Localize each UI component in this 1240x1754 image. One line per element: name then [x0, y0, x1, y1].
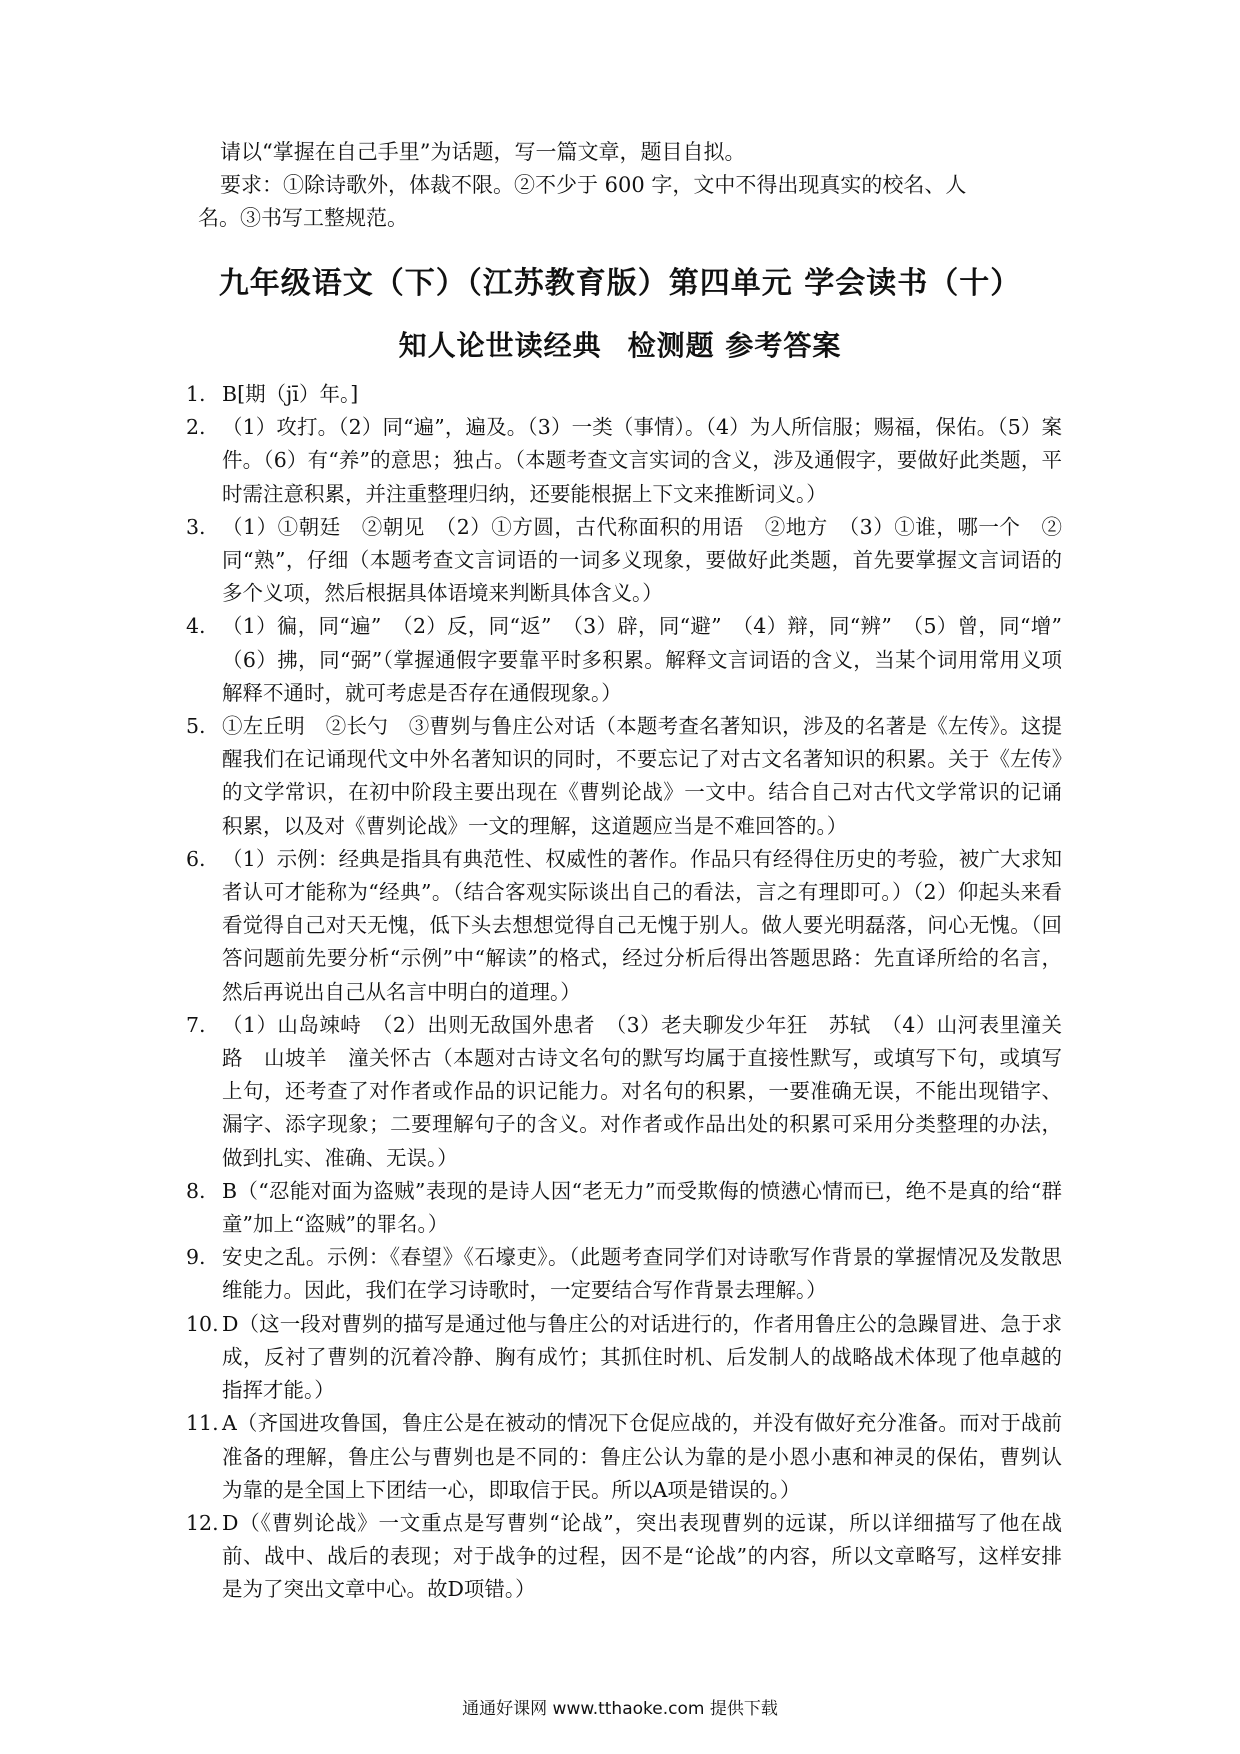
answer-item-11: [186, 1407, 1062, 1507]
answer-number: 4.: [186, 614, 206, 639]
answer-number: 9.: [186, 1245, 206, 1270]
subtitle-part-1: 知人论世读经典: [398, 329, 602, 362]
answer-item-1: [186, 378, 1062, 411]
answer-list: [186, 378, 1083, 1607]
answer-text: B[期（jī）年。]: [222, 382, 359, 406]
answer-text: （1）徧，同“遍” （2）反，同“返” （3）辟，同“避” （4）辩，同“辨” （5）曾，同“增” （6）拂，同“弼”（掌握通假字要靠平时多积累。解释文言词语的含义，当某个词用常用义项解释不通时，就可考虑是否存在通假现象。）: [222, 614, 1083, 705]
answer-text: （1）①朝廷 ②朝见 （2）①方圆，古代称面积的用语 ②地方 （3）①谁，哪一个 ②同“熟”，仔细（本题考查文言词语的一词多义现象，要做好此类题，首先要掌握文言词语的多个义项，然后根据具体语境来判断具体含义。）: [222, 514, 1062, 606]
answer-number: 10.: [186, 1311, 219, 1336]
answer-number: 3.: [186, 514, 206, 539]
answer-text: 安史之乱。示例：《春望》《石壕吏》。（此题考查同学们对诗歌写作背景的掌握情况及发散思维能力。因此，我们在学习诗歌时，一定要结合写作背景去理解。）: [222, 1245, 1062, 1303]
answer-text: （1）示例：经典是指具有典范性、权威性的著作。作品只有经得住历史的考验，被广大求知者认可才能称为“经典”。（结合客观实际谈出自己的看法，言之有理即可。）（2）仰起头来看看觉得自己对天无愧，低下头去想想觉得自己无愧于别人。做人要光明磊落，问心无愧。（回答问题前先要分析“示例”中“解读”的格式，经过分析后得出答题思路：先直译所给的名言，然后再说出自己从名言中明白的道理。）: [222, 846, 1062, 1004]
answer-item-4: [186, 610, 1083, 710]
answer-number: 12.: [186, 1510, 219, 1535]
answer-text: A（齐国进攻鲁国，鲁庄公是在被动的情况下仓促应战的，并没有做好充分准备。而对于战前准备的理解，鲁庄公与曹刿也是不同的：鲁庄公认为靠的是小恩小惠和神灵的保佑，曹刿认为靠的是全国上下团结一心，即取信于民。所以A项是错误的。）: [222, 1411, 1062, 1502]
answer-text: D（这一段对曹刿的描写是通过他与鲁庄公的对话进行的，作者用鲁庄公的急躁冒进、急于求成，反衬了曹刿的沉着冷静、胸有成竹；其抓住时机、后发制人的战略战术体现了他卓越的指挥才能。）: [222, 1311, 1062, 1403]
prompt-requirements-continued: 名。③书写工整规范。: [198, 206, 408, 230]
answer-item-7: [186, 1009, 1062, 1175]
answer-item-12: [186, 1507, 1062, 1607]
answer-number: 6.: [186, 846, 206, 871]
answer-number: 11.: [186, 1411, 219, 1436]
answer-number: 1.: [186, 382, 206, 406]
answer-item-8: [186, 1175, 1062, 1241]
answer-item-10: [186, 1308, 1062, 1408]
document-title: 九年级语文（下）（江苏教育版）第四单元 学会读书（十）: [218, 266, 1022, 301]
footer-source: 通通好课网 www.tthaoke.com 提供下载: [462, 1699, 778, 1719]
answer-item-3: [186, 511, 1062, 611]
answer-number: 8.: [186, 1178, 206, 1203]
prompt-line-1: 请以“掌握在自己手里”为话题，写一篇文章，题目自拟。: [220, 140, 746, 164]
answer-text: （1）攻打。（2）同“遍”，遍及。（3）一类（事情）。（4）为人所信服；赐福，保佑。（5）案件。（6）有“养”的意思；独占。（本题考查文言实词的含义，涉及通假字，要做好此类题，平时需注意积累，并注重整理归纳，还要能根据上下文来推断词义。）: [222, 415, 1062, 506]
subtitle-part-2: 检测题 参考答案: [627, 329, 842, 362]
answer-text: D（《曹刿论战》一文重点是写曹刿“论战”，突出表现曹刿的远谋，所以详细描写了他在战前、战中、战后的表现；对于战争的过程，因不是“论战”的内容，所以文章略写，这样安排是为了突出文章中心。故D项错。）: [222, 1510, 1062, 1602]
answer-number: 5.: [186, 714, 206, 739]
answer-number: 7.: [186, 1012, 206, 1037]
answer-text: ①左丘明 ②长勺 ③曹刿与鲁庄公对话（本题考查名著知识，涉及的名著是《左传》。这提醒我们在记诵现代文中外名著知识的同时，不要忘记了对古文名著知识的积累。关于《左传》的文学常识，在初中阶段主要出现在《曹刿论战》一文中。结合自己对古代文学常识的记诵积累，以及对《曹刿论战》一文的理解，这道题应当是不难回答的。）: [222, 714, 1062, 838]
prompt-requirements-line: 要求：①除诗歌外，体裁不限。②不少于 600 字，文中不得出现真实的校名、人: [220, 173, 967, 197]
answer-text: （1）山岛竦峙 （2）出则无敌国外患者 （3）老夫聊发少年狂 苏轼 （4）山河表里潼关路 山坡羊 潼关怀古（本题对古诗文名句的默写均属于直接性默写，或填写下句，或填写上句，还考查了对作者或作品的识记能力。对名句的积累，一要准确无误，不能出现错字、漏字、添字现象；二要理解句子的含义。对作者或作品出处的积累可采用分类整理的办法，做到扎实、准确、无误。）: [222, 1012, 1062, 1170]
answer-text: B（“忍能对面为盗贼”表现的是诗人因“老无力”而受欺侮的愤懑心情而已，绝不是真的给“群童”加上“盗贼”的罪名。）: [222, 1178, 1062, 1237]
answer-number: 2.: [186, 415, 206, 440]
document-subtitle: [0, 324, 1240, 364]
answer-item-9: [186, 1241, 1062, 1307]
answer-item-6: [186, 843, 1062, 1009]
answer-item-2: [186, 411, 1062, 511]
answer-item-5: [186, 710, 1062, 843]
